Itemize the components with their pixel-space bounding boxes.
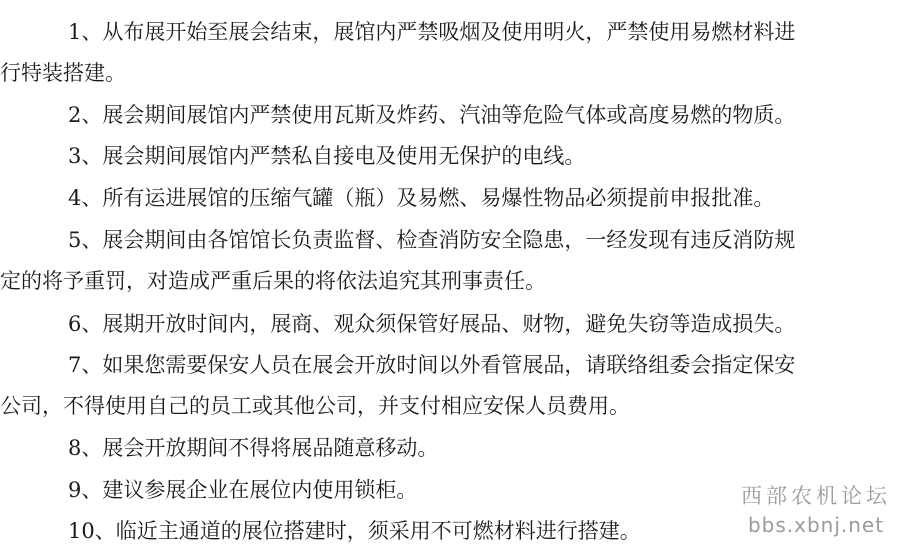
rule-item [0,95,913,136]
watermark-url: bbs.xbnj.net [747,513,885,537]
rule-item [0,220,913,302]
rule-line: 2、展会期间展馆内严禁使用瓦斯及炸药、汽油等危险气体或高度易燃的物质。 [68,103,796,127]
watermark-name: 西部农机论坛 [741,484,891,508]
rule-line: 3、展会期间展馆内严禁私自接电及使用无保护的电线。 [68,144,586,168]
rule-line: 公司，不得使用自己的员工或其他公司，并支付相应安保人员费用。 [0,394,630,418]
rule-item [0,178,913,219]
rule-line: 7、如果您需要保安人员在展会开放时间以外看管展品，请联络组委会指定保安 [68,353,796,377]
rule-line: 行特装搭建。 [0,61,126,85]
rule-line: 9、建议参展企业在展位内使用锁柜。 [68,478,418,502]
rule-item [0,428,913,469]
forum-watermark [731,482,901,540]
rule-item [0,345,913,427]
rule-line: 1、从布展开始至展会结束，展馆内严禁吸烟及使用明火，严禁使用易燃材料进 [68,20,796,44]
rule-line: 6、展期开放时间内，展商、观众须保管好展品、财物，避免失窃等造成损失。 [68,312,796,336]
rule-line: 定的将予重罚，对造成严重后果的将依法追究其刑事责任。 [0,269,546,293]
rule-line: 4、所有运进展馆的压缩气罐（瓶）及易燃、易爆性物品必须提前申报批准。 [68,186,775,210]
rule-line: 10、临近主通道的展位搭建时，须采用不可燃材料进行搭建。 [68,519,641,543]
rule-line: 5、展会期间由各馆馆长负责监督、检查消防安全隐患，一经发现有违反消防规 [68,228,796,252]
rule-item [0,12,913,94]
rule-item [0,136,913,177]
rule-line: 8、展会开放期间不得将展品随意移动。 [68,436,439,460]
rule-item [0,304,913,345]
